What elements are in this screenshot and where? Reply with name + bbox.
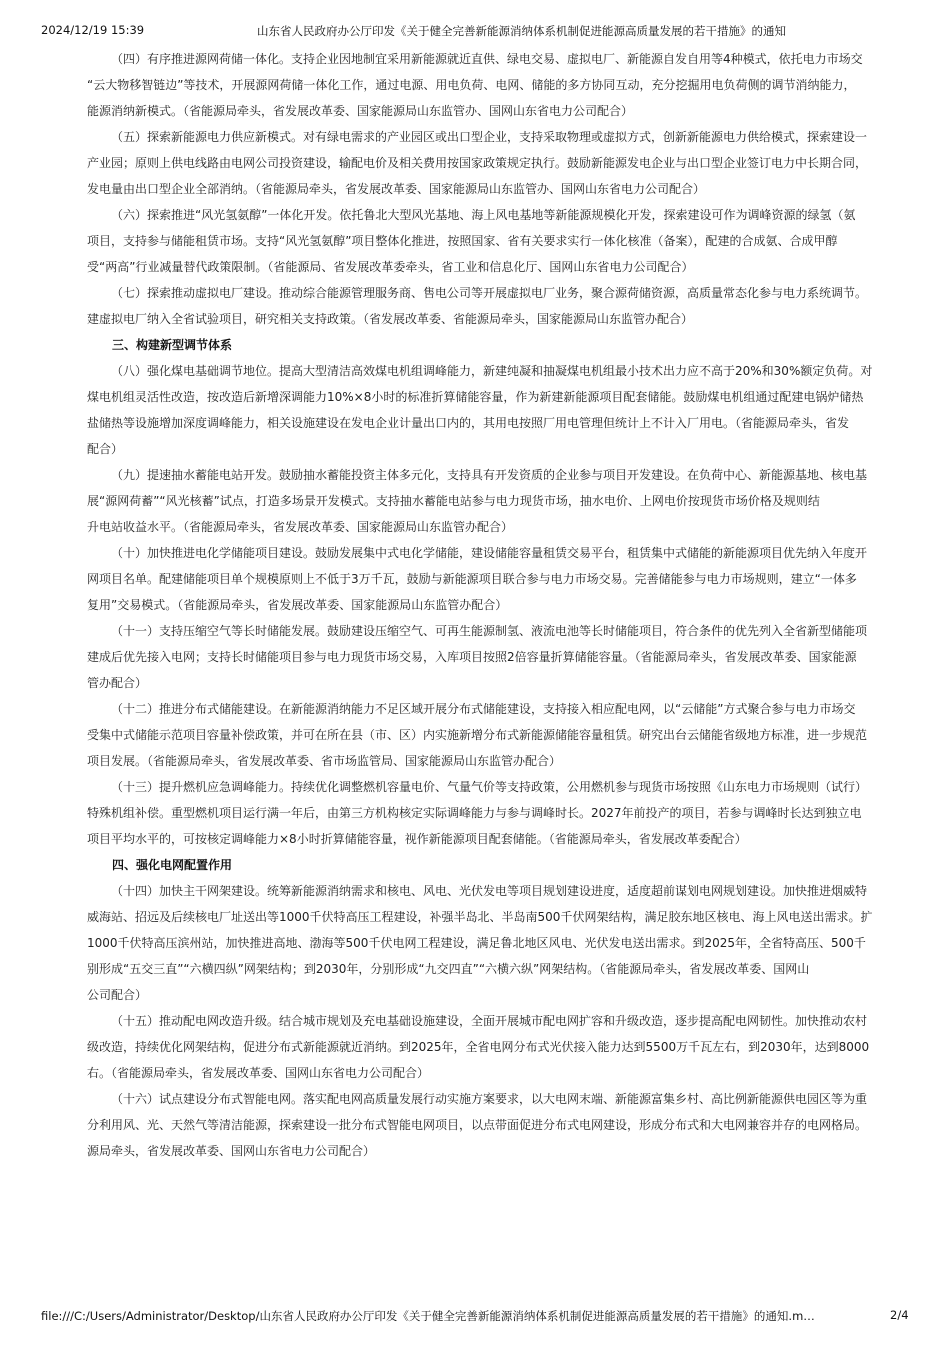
paragraph-line: （十三）提升燃机应急调峰能力。持续优化调整燃机容量电价、气量气价等支持政策，公用燃机参与现货市场按照《山东电力市场规则（试行） bbox=[111, 780, 868, 794]
paragraph-line: 项目，支持参与储能租赁市场。支持“风光氢氨醇”项目整体化推进，按照国家、省有关要求实行一体化核准（备案），配建的合成氨、合成甲醇 bbox=[87, 234, 838, 248]
paragraph bbox=[87, 202, 907, 280]
paragraph bbox=[87, 46, 907, 124]
paragraph-line: “云大物移智链边”等技术，开展源网荷储一体化工作，通过电源、用电负荷、电网、储能的多方协同互动，充分挖掘用电负荷侧的调节消纳能力， bbox=[87, 78, 856, 92]
paragraph-line: （四）有序推进源网荷储一体化。支持企业因地制宜采用新能源就近直供、绿电交易、虚拟电厂、新能源自发自用等4种模式，依托电力市场交 bbox=[111, 52, 863, 66]
paragraph-line: 展“源网荷蓄”“风光核蓄”试点，打造多场景开发模式。支持抽水蓄能电站参与电力现货市场，抽水电价、上网电价按现货市场价格及规则结 bbox=[87, 494, 820, 508]
paragraph-line: 发电量由出口型企业全部消纳。（省能源局牵头，省发展改革委、国家能源局山东监管办、国网山东省电力公司配合） bbox=[87, 182, 706, 196]
paragraph bbox=[87, 1086, 907, 1164]
paragraph bbox=[87, 618, 907, 696]
paragraph-line: 升电站收益水平。（省能源局牵头，省发展改革委、国家能源局山东监管办配合） bbox=[87, 520, 514, 534]
paragraph-line: 公司配合） bbox=[87, 988, 148, 1002]
paragraph-line: （十四）加快主干网架建设。统筹新能源消纳需求和核电、风电、光伏发电等项目规划建设进度，适度超前谋划电网规划建设。加快推进烟威特 bbox=[111, 884, 868, 898]
paragraph-line: 能源消纳新模式。（省能源局牵头，省发展改革委、国家能源局山东监管办、国网山东省电力公司配合） bbox=[87, 104, 634, 118]
print-title: 山东省人民政府办公厅印发《关于健全完善新能源消纳体系机制促进能源高质量发展的若干措施》的通知 bbox=[257, 24, 786, 38]
page-number: 2/4 bbox=[890, 1308, 909, 1322]
paragraph-line: （十六）试点建设分布式智能电网。落实配电网高质量发展行动实施方案要求，以大电网末端、新能源富集乡村、高比例新能源供电园区等为重 bbox=[111, 1092, 868, 1106]
print-header bbox=[0, 23, 950, 41]
print-datetime: 2024/12/19 15:39 bbox=[41, 23, 145, 37]
paragraph-line: 复用”交易模式。（省能源局牵头，省发展改革委、国家能源局山东监管办配合） bbox=[87, 598, 508, 612]
document-body bbox=[0, 46, 907, 1246]
paragraph-line: 管办配合） bbox=[87, 676, 148, 690]
section-heading: 三、构建新型调节体系 bbox=[112, 338, 233, 352]
paragraph-line: （九）提速抽水蓄能电站开发。鼓励抽水蓄能投资主体多元化，支持具有开发资质的企业参与项目开发建设。在负荷中心、新能源基地、核电基 bbox=[111, 468, 868, 482]
paragraph bbox=[87, 878, 907, 1008]
paragraph-line: 盐储热等设施增加深度调峰能力，相关设施建设在发电企业计量出口内的，其用电按照厂用电管理但统计上不计入厂用电。（省能源局牵头，省发 bbox=[87, 416, 850, 430]
paragraph-line: 配合） bbox=[87, 442, 124, 456]
paragraph bbox=[87, 774, 907, 852]
paragraph bbox=[87, 696, 907, 774]
paragraph-line: （十五）推动配电网改造升级。结合城市规划及充电基础设施建设，全面开展城市配电网扩容和升级改造，逐步提高配电网韧性。加快推动农村 bbox=[111, 1014, 868, 1028]
paragraph-line: 网项目名单。配建储能项目单个规模原则上不低于3万千瓦，鼓励与新能源项目联合参与电力市场交易。完善储能参与电力市场规则，建立“一体多 bbox=[87, 572, 857, 586]
paragraph-line: 特殊机组补偿。重型燃机项目运行满一年后，由第三方机构核定实际调峰能力与参与调峰时长。2027年前投产的项目，若参与调峰时长达到独立电 bbox=[87, 806, 862, 820]
paragraph-line: 别形成“五交三直”“六横四纵”网架结构；到2030年，分别形成“九交四直”“六横六纵”网架结构。（省能源局牵头，省发展改革委、国网山 bbox=[87, 962, 810, 976]
section-heading: 四、强化电网配置作用 bbox=[112, 858, 233, 872]
paragraph-line: 级改造，持续优化网架结构，促进分布式新能源就近消纳。到2025年，全省电网分布式光伏接入能力达到5500万千瓦左右，到2030年，达到8000 bbox=[87, 1040, 870, 1054]
paragraph bbox=[87, 280, 907, 332]
paragraph-line: 分利用风、光、天然气等清洁能源，探索建设一批分布式智能电网项目，以点带面促进分布式电网建设，形成分布式和大电网兼容并存的电网格局。 bbox=[87, 1118, 868, 1132]
footer-url: file:///C:/Users/Administrator/Desktop/山东省人民政府办公厅印发《关于健全完善新能源消纳体系机制促进能源高质量发展的若干措施》的通知.m… bbox=[41, 1309, 815, 1323]
print-footer bbox=[0, 1308, 950, 1326]
paragraph-line: 受集中式储能示范项目容量补偿政策，并可在所在县（市、区）内实施新增分布式新能源储能容量租赁。研究出台云储能省级地方标准，进一步规范 bbox=[87, 728, 868, 742]
paragraph bbox=[87, 1008, 907, 1086]
paragraph-line: （七）探索推动虚拟电厂建设。推动综合能源管理服务商、售电公司等开展虚拟电厂业务，聚合源荷储资源，高质量常态化参与电力系统调节。 bbox=[111, 286, 868, 300]
paragraph-line: 1000千伏特高压滨州站，加快推进高地、渤海等500千伏电网工程建设，满足鲁北地区风电、光伏发电送出需求。到2025年，全省特高压、500千 bbox=[87, 936, 866, 950]
paragraph bbox=[87, 540, 907, 618]
paragraph-line: 威海站、招远及后续核电厂址送出等1000千伏特高压工程建设，补强半岛北、半岛南500千伏网架结构，满足胶东地区核电、海上风电送出需求。扩 bbox=[87, 910, 873, 924]
paragraph bbox=[87, 124, 907, 202]
paragraph-line: （五）探索新能源电力供应新模式。对有绿电需求的产业园区或出口型企业，支持采取物理或虚拟方式，创新新能源电力供给模式，探索建设一 bbox=[111, 130, 868, 144]
paragraph-line: 受“两高”行业减量替代政策限制。（省能源局、省发展改革委牵头，省工业和信息化厅、国网山东省电力公司配合） bbox=[87, 260, 694, 274]
paragraph-line: 项目平均水平的，可按核定调峰能力×8小时折算储能容量，视作新能源项目配套储能。（省能源局牵头，省发展改革委配合） bbox=[87, 832, 747, 846]
paragraph-line: 右。（省能源局牵头，省发展改革委、国网山东省电力公司配合） bbox=[87, 1066, 430, 1080]
paragraph-line: 建虚拟电厂纳入全省试验项目，研究相关支持政策。（省发展改革委、省能源局牵头，国家能源局山东监管办配合） bbox=[87, 312, 694, 326]
paragraph bbox=[87, 358, 907, 462]
paragraph-line: 产业园；原则上供电线路由电网公司投资建设，输配电价及相关费用按国家政策规定执行。鼓励新能源发电企业与出口型企业签订电力中长期合同， bbox=[87, 156, 868, 170]
paragraph-line: 建成后优先接入电网；支持长时储能项目参与电力现货市场交易，入库项目按照2倍容量折算储能容量。（省能源局牵头，省发展改革委、国家能源 bbox=[87, 650, 857, 664]
paragraph-line: （十二）推进分布式储能建设。在新能源消纳能力不足区域开展分布式储能建设，支持接入相应配电网，以“云储能”方式聚合参与电力市场交 bbox=[111, 702, 856, 716]
paragraph-line: （六）探索推进“风光氢氨醇”一体化开发。依托鲁北大型风光基地、海上风电基地等新能源规模化开发，探索建设可作为调峰资源的绿氢（氨 bbox=[111, 208, 856, 222]
paragraph-line: 煤电机组灵活性改造，按改造后新增深调能力10%×8小时的标准折算储能容量，作为新建新能源项目配套储能。鼓励煤电机组通过配建电锅炉储热 bbox=[87, 390, 864, 404]
paragraph bbox=[87, 462, 907, 540]
paragraph-line: 源局牵头，省发展改革委、国网山东省电力公司配合） bbox=[87, 1144, 376, 1158]
paragraph-line: （十）加快推进电化学储能项目建设。鼓励发展集中式电化学储能，建设储能容量租赁交易平台，租赁集中式储能的新能源项目优先纳入年度开 bbox=[111, 546, 868, 560]
paragraph-line: （十一）支持压缩空气等长时储能发展。鼓励建设压缩空气、可再生能源制氢、液流电池等长时储能项目，符合条件的优先列入全省新型储能项 bbox=[111, 624, 868, 638]
paragraph-line: 项目发展。（省能源局牵头，省发展改革委、省市场监管局、国家能源局山东监管办配合） bbox=[87, 754, 562, 768]
paragraph-line: （八）强化煤电基础调节地位。提高大型清洁高效煤电机组调峰能力，新建纯凝和抽凝煤电机组最小技术出力应不高于20%和30%额定负荷。对 bbox=[111, 364, 873, 378]
